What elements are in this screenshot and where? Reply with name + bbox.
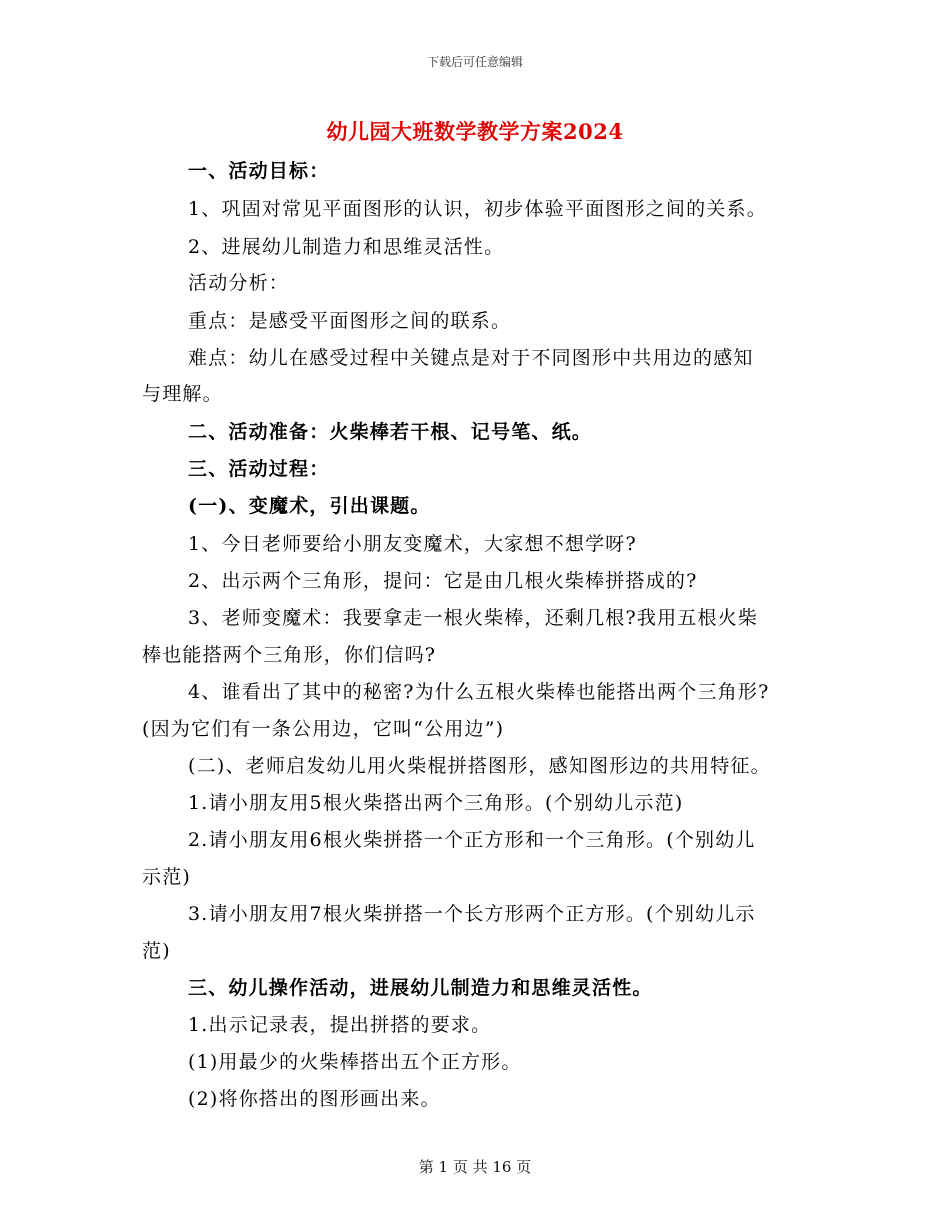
paragraph-line: 1、今日老师要给小朋友变魔术，大家想不想学呀?: [188, 533, 637, 555]
paragraph-line: 2.请小朋友用6根火柴拼搭一个正方形和一个三角形。(个别幼儿: [188, 829, 756, 851]
header-note: 下载后可任意编辑: [426, 55, 523, 69]
paragraph-line: (因为它们有一条公用边，它叫“公用边”): [142, 718, 505, 740]
section-heading-process: 三、活动过程：: [188, 458, 330, 480]
subsection-heading: (二)、老师启发幼儿用火柴棍拼搭图形，感知图形边的共用特征。: [188, 755, 771, 777]
paragraph-line: 重点：是感受平面图形之间的联系。: [188, 310, 512, 332]
section-heading-preparation: 二、活动准备：火柴棒若干根、记号笔、纸。: [188, 421, 593, 443]
paragraph-line: 棒也能搭两个三角形，你们信吗?: [142, 644, 437, 666]
paragraph-line: 1、巩固对常见平面图形的认识，初步体验平面图形之间的关系。: [188, 198, 767, 220]
paragraph-line: (1)用最少的火柴棒搭出五个正方形。: [188, 1051, 522, 1073]
paragraph-line: 1.出示记录表，提出拼搭的要求。: [188, 1014, 492, 1036]
paragraph-line: 范): [142, 940, 171, 962]
paragraph-line: 4、谁看出了其中的秘密?为什么五根火柴棒也能搭出两个三角形?: [188, 681, 770, 703]
paragraph-line: 2、出示两个三角形，提问：它是由几根火柴棒拼搭成的?: [188, 570, 698, 592]
section-heading-activity: 三、幼儿操作活动，进展幼儿制造力和思维灵活性。: [188, 977, 653, 999]
document-title: 幼儿园大班数学教学方案2024: [326, 119, 624, 144]
paragraph-line: 示范): [142, 866, 192, 888]
section-heading-goals: 一、活动目标：: [188, 160, 330, 182]
paragraph-line: 与理解。: [142, 383, 223, 405]
paragraph-line: 3、老师变魔术：我要拿走一根火柴棒，还剩几根?我用五根火柴: [188, 607, 759, 629]
paragraph-line: 活动分析：: [188, 272, 290, 294]
subsection-heading: (一)、变魔术，引出课题。: [188, 495, 431, 517]
paragraph-line: 1.请小朋友用5根火柴搭出两个三角形。(个别幼儿示范): [188, 792, 684, 814]
paragraph-line: (2)将你搭出的图形画出来。: [188, 1088, 441, 1110]
paragraph-line: 3.请小朋友用7根火柴拼搭一个长方形两个正方形。(个别幼儿示: [188, 903, 756, 925]
paragraph-line: 2、进展幼儿制造力和思维灵活性。: [188, 236, 505, 258]
paragraph-line: 难点：幼儿在感受过程中关键点是对于不同图形中共用边的感知: [188, 347, 754, 369]
page-number: 第 1 页 共 16 页: [418, 1158, 532, 1176]
